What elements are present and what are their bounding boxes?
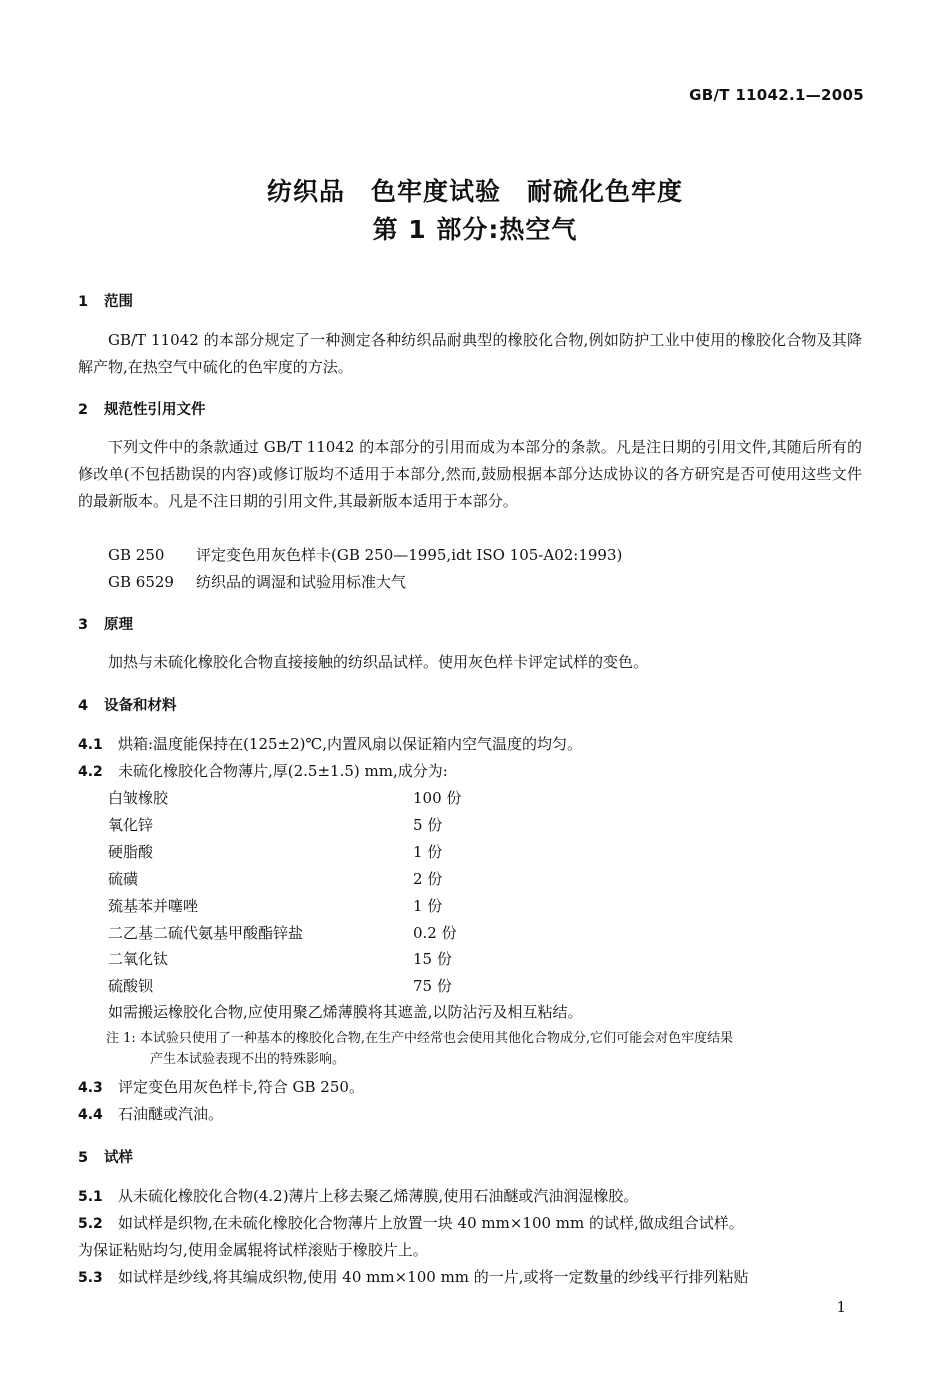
clause-text: 从未硫化橡胶化合物(4.2)薄片上移去聚乙烯薄膜,使用石油醚或汽油润湿橡胶。 (118, 1187, 639, 1205)
section-3-paragraph: 加热与未硫化橡胶化合物直接接触的纺织品试样。使用灰色样卡评定试样的变色。 (108, 653, 649, 671)
reference-code: GB 6529 (108, 573, 174, 591)
normative-reference (108, 542, 622, 569)
section-number: 4 (78, 698, 89, 714)
clause-number: 5.3 (78, 1270, 103, 1286)
reference-title: 纺织品的调湿和试验用标准大气 (196, 573, 407, 591)
component-amount: 2 份 (413, 870, 443, 888)
standard-number: GB/T 11042.1—2005 (689, 86, 864, 104)
section-title: 原理 (104, 617, 133, 633)
section-title: 范围 (104, 294, 133, 310)
component-amount: 1 份 (413, 897, 443, 915)
section-1-paragraph: GB/T 11042 的本部分规定了一种测定各种纺织品耐典型的橡胶化合物,例如防护工业中使用的橡胶化合物及其降解产物,在热空气中硫化的色牢度的方法。 (78, 331, 862, 376)
component-name: 氧化锌 (108, 816, 154, 834)
section-title: 试样 (104, 1150, 133, 1166)
clause-4-1 (78, 731, 862, 759)
page-number: 1 (836, 1298, 846, 1316)
clause-5-2 (78, 1210, 862, 1238)
component-row (108, 812, 442, 839)
clause-text: 石油醚或汽油。 (118, 1105, 224, 1123)
component-row (108, 973, 452, 1000)
normative-reference (108, 569, 406, 596)
section-title: 规范性引用文件 (104, 402, 206, 418)
note-1-line-1: 注 1: 本试验只使用了一种基本的橡胶化合物,在生产中经常也会使用其他化合物成分,它们可能会对色牢度结果 (106, 1031, 734, 1046)
component-amount: 75 份 (413, 977, 452, 995)
clause-number: 4.2 (78, 764, 103, 780)
component-amount: 0.2 份 (413, 924, 457, 942)
section-number: 1 (78, 294, 89, 310)
component-name: 巯基苯并噻唑 (108, 897, 199, 915)
component-row (108, 839, 442, 866)
component-row (108, 946, 452, 973)
component-row (108, 866, 442, 893)
section-number: 2 (78, 402, 89, 418)
clause-number: 4.4 (78, 1107, 103, 1123)
clause-4-4 (78, 1101, 862, 1129)
component-name: 二乙基二硫代氨基甲酸酯锌盐 (108, 924, 304, 942)
reference-code: GB 250 (108, 546, 165, 564)
component-row (108, 893, 442, 920)
reference-title: 评定变色用灰色样卡(GB 250—1995,idt ISO 105-A02:1993) (196, 546, 623, 564)
component-name: 硬脂酸 (108, 843, 154, 861)
section-number: 3 (78, 617, 89, 633)
clause-number: 4.3 (78, 1080, 103, 1096)
component-amount: 15 份 (413, 950, 452, 968)
section-4-heading (78, 694, 177, 715)
section-title: 设备和材料 (104, 698, 177, 714)
clause-5-2-continued: 为保证粘贴均匀,使用金属辊将试样滚贴于橡胶片上。 (78, 1241, 428, 1259)
clause-number: 5.1 (78, 1189, 103, 1205)
section-1-heading (78, 290, 133, 311)
clause-text: 如试样是纱线,将其编成织物,使用 40 mm×100 mm 的一片,或将一定数量的纱线平行排列粘贴 (118, 1268, 749, 1286)
component-name: 白皱橡胶 (108, 789, 169, 807)
component-name: 二氧化钛 (108, 950, 169, 968)
component-name: 硫磺 (108, 870, 139, 888)
document-subtitle: 第 1 部分:热空气 (372, 215, 578, 244)
clause-text: 如试样是织物,在未硫化橡胶化合物薄片上放置一块 40 mm×100 mm 的试样,做成组合试样。 (118, 1214, 744, 1232)
component-row (108, 920, 457, 947)
note-1-line-2: 产生本试验表现不出的特殊影响。 (150, 1052, 346, 1067)
clause-text: 未硫化橡胶化合物薄片,厚(2.5±1.5) mm,成分为: (118, 762, 448, 780)
document-title: 纺织品 色牢度试验 耐硫化色牢度 (266, 177, 683, 206)
component-row (108, 785, 461, 812)
clause-text: 烘箱:温度能保持在(125±2)℃,内置风扇以保证箱内空气温度的均匀。 (118, 735, 583, 753)
section-2-heading (78, 398, 206, 419)
section-2-paragraph: 下列文件中的条款通过 GB/T 11042 的本部分的引用而成为本部分的条款。凡是注日期的引用文件,其随后所有的修改单(不包括勘误的内容)或修订版均不适用于本部分,然而,鼓励根据本部分达成协议的各方研究是否可使用这些文件的最新版本。凡是不注日期的引用文件,其最新版本适用于本部分。 (78, 438, 862, 510)
clause-text: 评定变色用灰色样卡,符合 GB 250。 (118, 1078, 364, 1096)
component-name: 硫酸钡 (108, 977, 154, 995)
component-amount: 5 份 (413, 816, 443, 834)
section-5-heading (78, 1146, 133, 1167)
clause-4-3 (78, 1074, 862, 1102)
clause-4-2 (78, 758, 862, 786)
section-3-heading (78, 613, 133, 634)
clause-5-3 (78, 1264, 862, 1292)
component-amount: 100 份 (413, 789, 462, 807)
clause-number: 5.2 (78, 1216, 103, 1232)
clause-5-1 (78, 1183, 862, 1211)
clause-number: 4.1 (78, 737, 103, 753)
section-number: 5 (78, 1150, 89, 1166)
component-amount: 1 份 (413, 843, 443, 861)
handling-note: 如需搬运橡胶化合物,应使用聚乙烯薄膜将其遮盖,以防沾污及相互粘结。 (108, 1003, 583, 1021)
